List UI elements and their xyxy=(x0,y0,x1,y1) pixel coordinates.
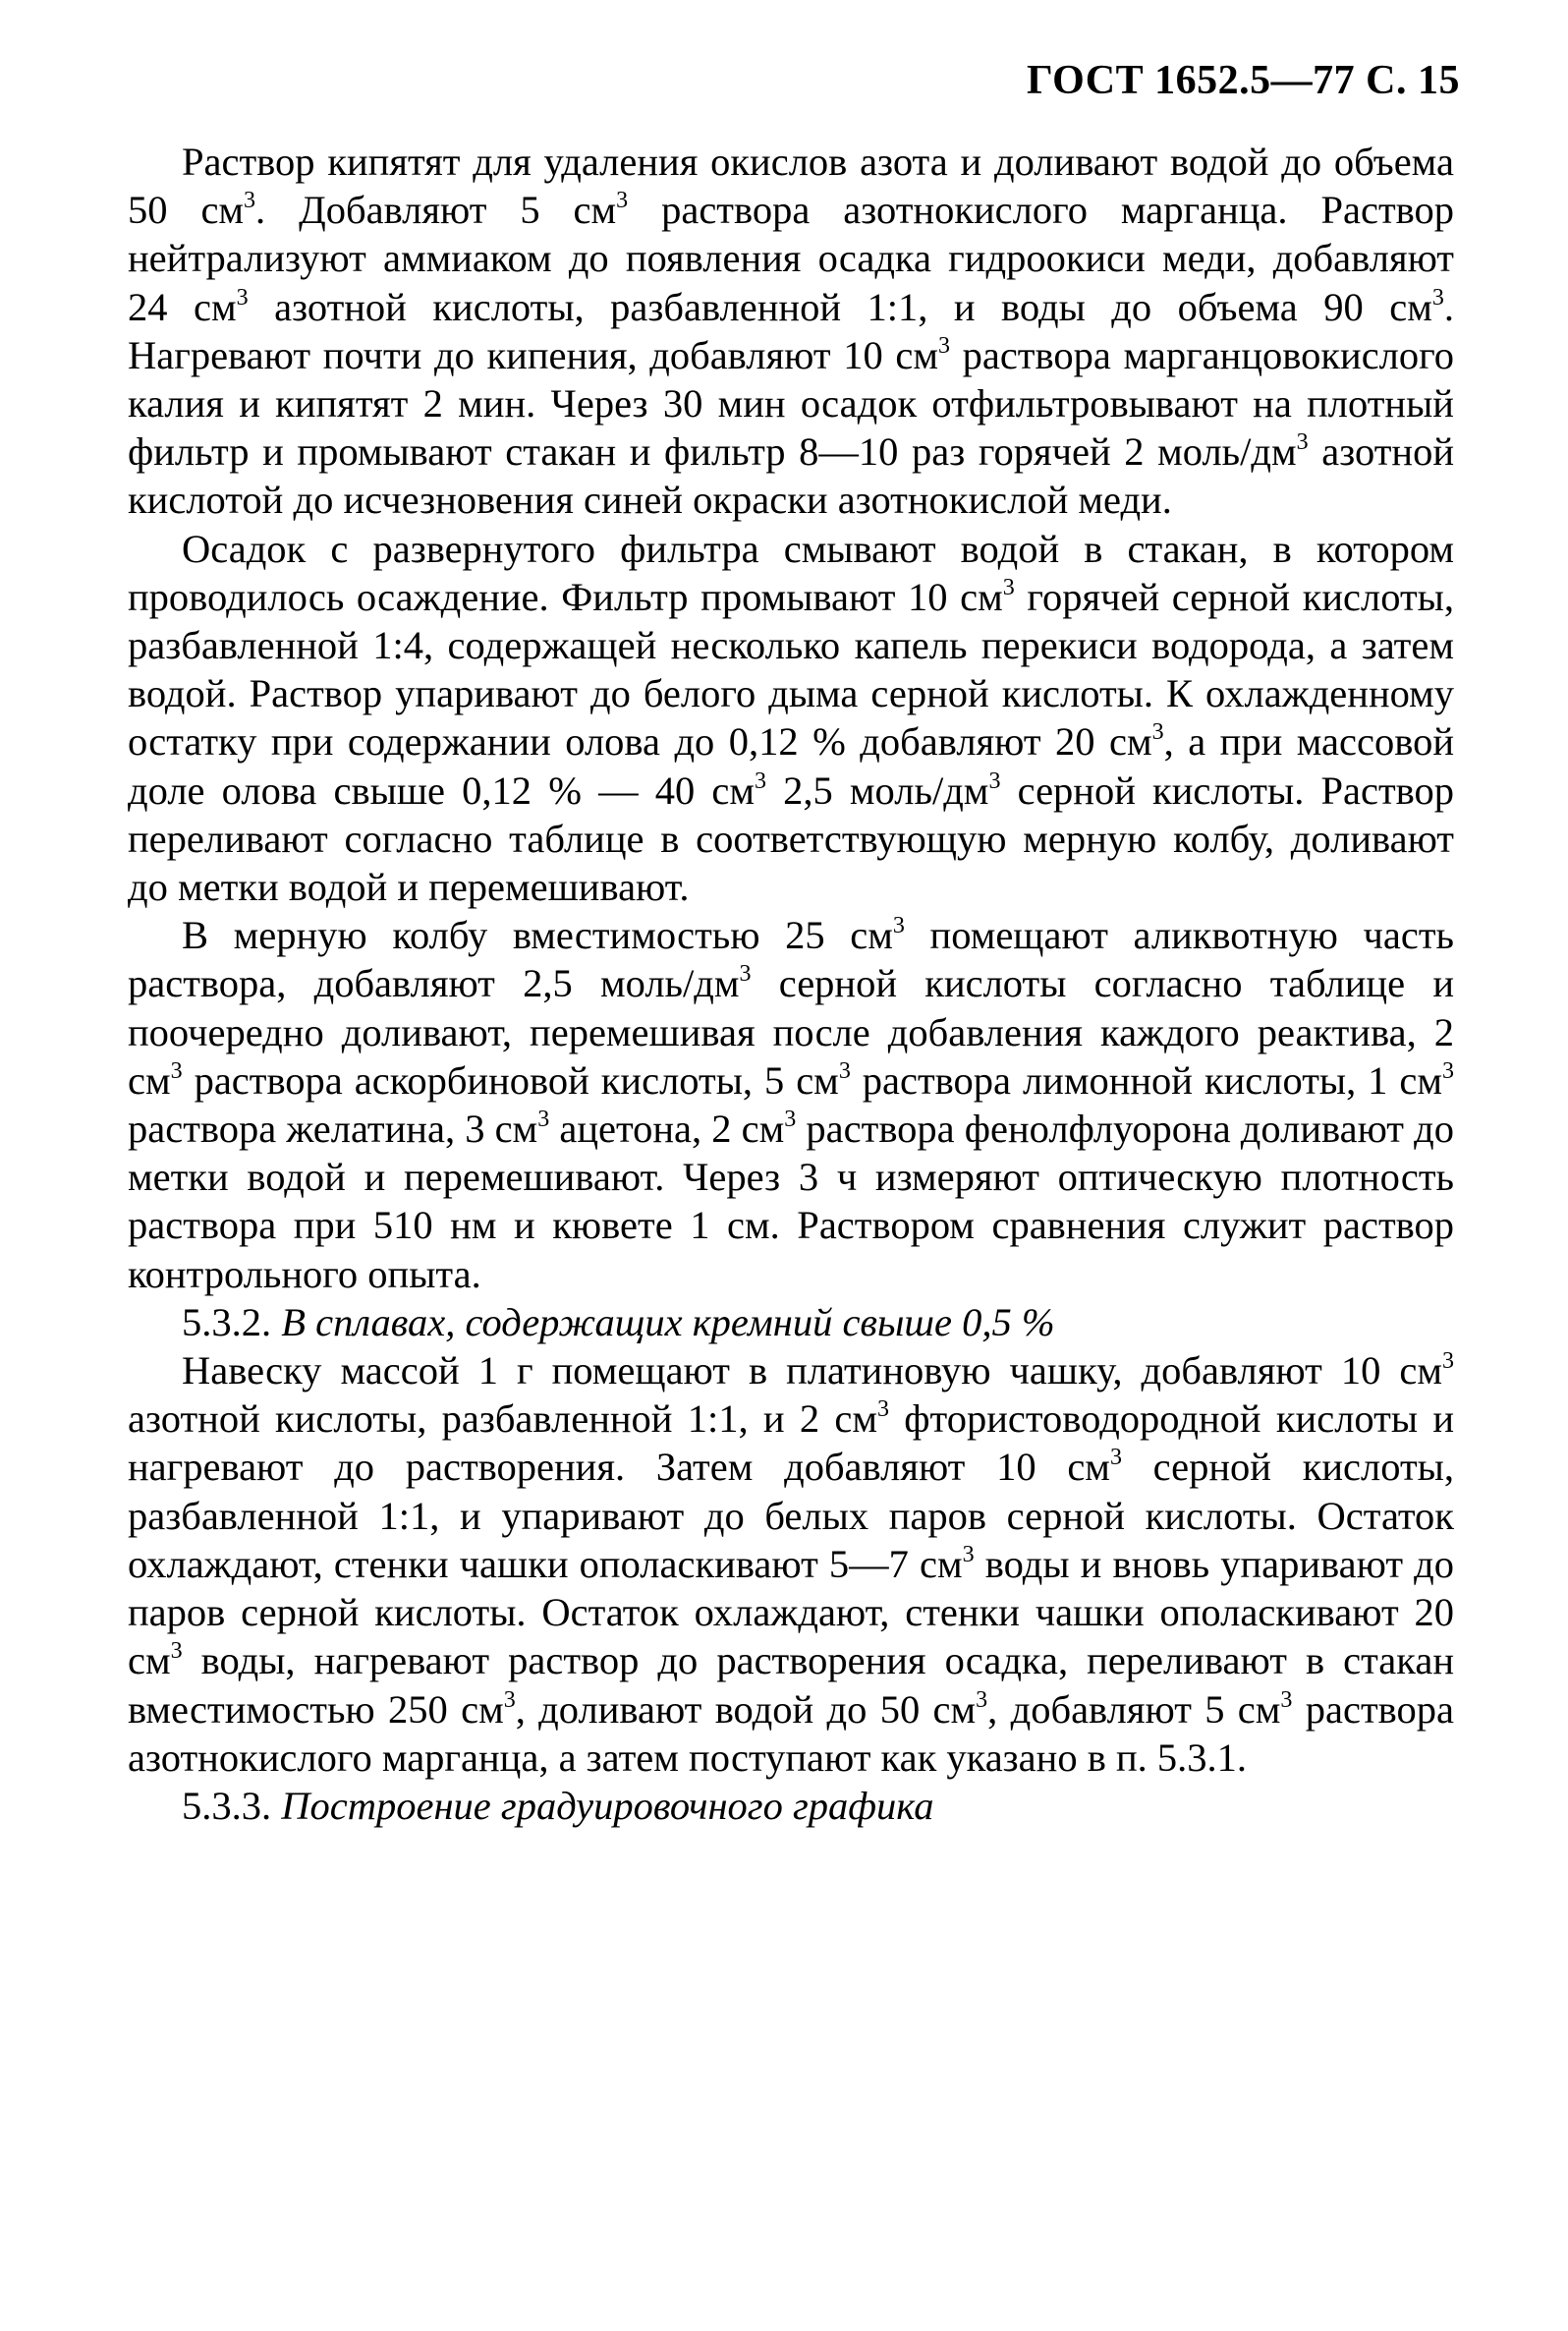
superscript: 3 xyxy=(1002,574,1015,600)
text-run: азотной кислоты, разбавленной 1:1, и 2 см xyxy=(128,1396,878,1442)
paragraph xyxy=(128,525,1454,912)
paragraph xyxy=(128,1346,1454,1782)
section-heading-5-3-2 xyxy=(128,1298,1454,1346)
text-run: Навеску массой 1 г помещают в платиновую чашку, добавляют 10 см xyxy=(182,1348,1442,1393)
section-title: Построение градуировочного графика xyxy=(281,1783,934,1828)
superscript: 3 xyxy=(244,188,256,214)
superscript: 3 xyxy=(1109,1445,1122,1471)
superscript: 3 xyxy=(616,188,629,214)
paragraph xyxy=(128,911,1454,1298)
text-run: Раствор кипятят для удаления окислов азота и доливают водой до объема 50 см xyxy=(128,140,1454,233)
text-run: , а при массовой доле олова свыше 0,12 % — 40 см xyxy=(128,719,1455,813)
text-run: азотной кислоты, разбавленной 1:1, и воды до объема 90 см xyxy=(248,284,1432,329)
text-run: серной кислоты, разбавленной 1:1, и упаривают до белых паров серной кислоты. Остаток охлаждают, стенки чашки ополаскивают 5—7 см xyxy=(128,1445,1454,1586)
text-run: раствора аскорбиновой кислоты, 5 см xyxy=(182,1057,839,1103)
superscript: 3 xyxy=(988,768,1001,794)
text-run: помещают аликвотную часть раствора, добавляют 2,5 моль/дм xyxy=(128,913,1454,1006)
superscript: 3 xyxy=(503,1686,516,1713)
superscript: 3 xyxy=(170,1057,183,1084)
superscript: 3 xyxy=(784,1107,797,1133)
text-run: азотной кислотой до исчезновения синей окраски азотнокислой меди. xyxy=(128,429,1454,523)
text-run: раствора желатина, 3 см xyxy=(128,1107,538,1152)
text-run: , доливают водой до 50 см xyxy=(515,1686,977,1732)
section-number: 5.3.3. xyxy=(182,1783,282,1828)
text-run: горячей серной кислоты, разбавленной 1:4, содержащей несколько капель перекиси водорода, а затем водой. Раствор упаривают до белого дыма серной кислоты. К охлажденному остатку при содержании олова до 0,12 % добавляют 20 см xyxy=(128,574,1454,765)
text-run: . Нагревают почти до кипения, добавляют 10 см xyxy=(128,284,1454,377)
text-run: . Добавляют 5 см xyxy=(255,188,617,233)
paragraph xyxy=(128,138,1454,525)
superscript: 3 xyxy=(170,1638,183,1665)
superscript: 3 xyxy=(877,1396,890,1423)
superscript: 3 xyxy=(1431,284,1444,311)
superscript: 3 xyxy=(1296,429,1309,456)
text-run: серной кислоты согласно таблице и поочередно доливают, перемешивая после добавления каждого реактива, 2 см xyxy=(128,961,1454,1103)
superscript: 3 xyxy=(937,332,950,359)
text-run: В мерную колбу вместимостью 25 см xyxy=(182,913,893,958)
text-run: раствора марганцовокислого калия и кипятят 2 мин. Через 30 мин осадок отфильтровывают на плотный фильтр и промывают стакан и фильтр 8—10 раз горячей 2 моль/дм xyxy=(128,332,1454,475)
text-run: 2,5 моль/дм xyxy=(766,768,989,813)
text-run: серной кислоты. Раствор переливают согласно таблице в соответствующую мерную колбу, доливают до метки водой и перемешивают. xyxy=(128,768,1455,910)
superscript: 3 xyxy=(1442,1057,1454,1084)
text-run: фтористоводородной кислоты и нагревают до растворения. Затем добавляют 10 см xyxy=(128,1396,1454,1490)
text-run: ацетона, 2 см xyxy=(549,1107,785,1152)
text-run: воды, нагревают раствор до растворения осадка, переливают в стакан вместимостью 250 см xyxy=(128,1638,1454,1732)
text-run: раствора фенолфлуорона доливают до метки водой и перемешивают. Через 3 ч измеряют оптическую плотность раствора при 510 нм и кювете 1 см. Раствором сравнения служит раствор контрольного опыта. xyxy=(128,1107,1454,1296)
section-number: 5.3.2. xyxy=(182,1299,282,1344)
page-header: ГОСТ 1652.5—77 С. 15 xyxy=(1026,58,1460,103)
document-body xyxy=(128,138,1454,1830)
superscript: 3 xyxy=(1442,1348,1454,1375)
superscript: 3 xyxy=(1151,719,1164,746)
superscript: 3 xyxy=(962,1541,975,1567)
text-run: раствора лимонной кислоты, 1 см xyxy=(850,1057,1442,1103)
superscript: 3 xyxy=(537,1107,550,1133)
section-title: В сплавах, содержащих кремний свыше 0,5 % xyxy=(281,1299,1055,1344)
superscript: 3 xyxy=(1280,1686,1293,1713)
text-run: Осадок с развернутого фильтра смывают водой в стакан, в котором проводилось осаждение. Фильтр промывают 10 см xyxy=(128,526,1454,619)
text-run: раствора азотнокислого марганца. Раствор нейтрализуют аммиаком до появления осадка гидроокиси меди, добавляют 24 см xyxy=(128,188,1454,329)
superscript: 3 xyxy=(976,1686,988,1713)
text-run: раствора азотнокислого марганца, а затем поступают как указано в п. 5.3.1. xyxy=(128,1686,1454,1780)
section-heading-5-3-3 xyxy=(128,1782,1454,1830)
text-run: , добавляют 5 см xyxy=(987,1686,1281,1732)
text-run: воды и вновь упаривают до паров серной кислоты. Остаток охлаждают, стенки чашки ополаскивают 20 см xyxy=(128,1541,1454,1683)
superscript: 3 xyxy=(739,961,752,988)
superscript: 3 xyxy=(236,284,249,311)
superscript: 3 xyxy=(892,913,905,939)
superscript: 3 xyxy=(755,768,766,794)
superscript: 3 xyxy=(838,1057,851,1084)
